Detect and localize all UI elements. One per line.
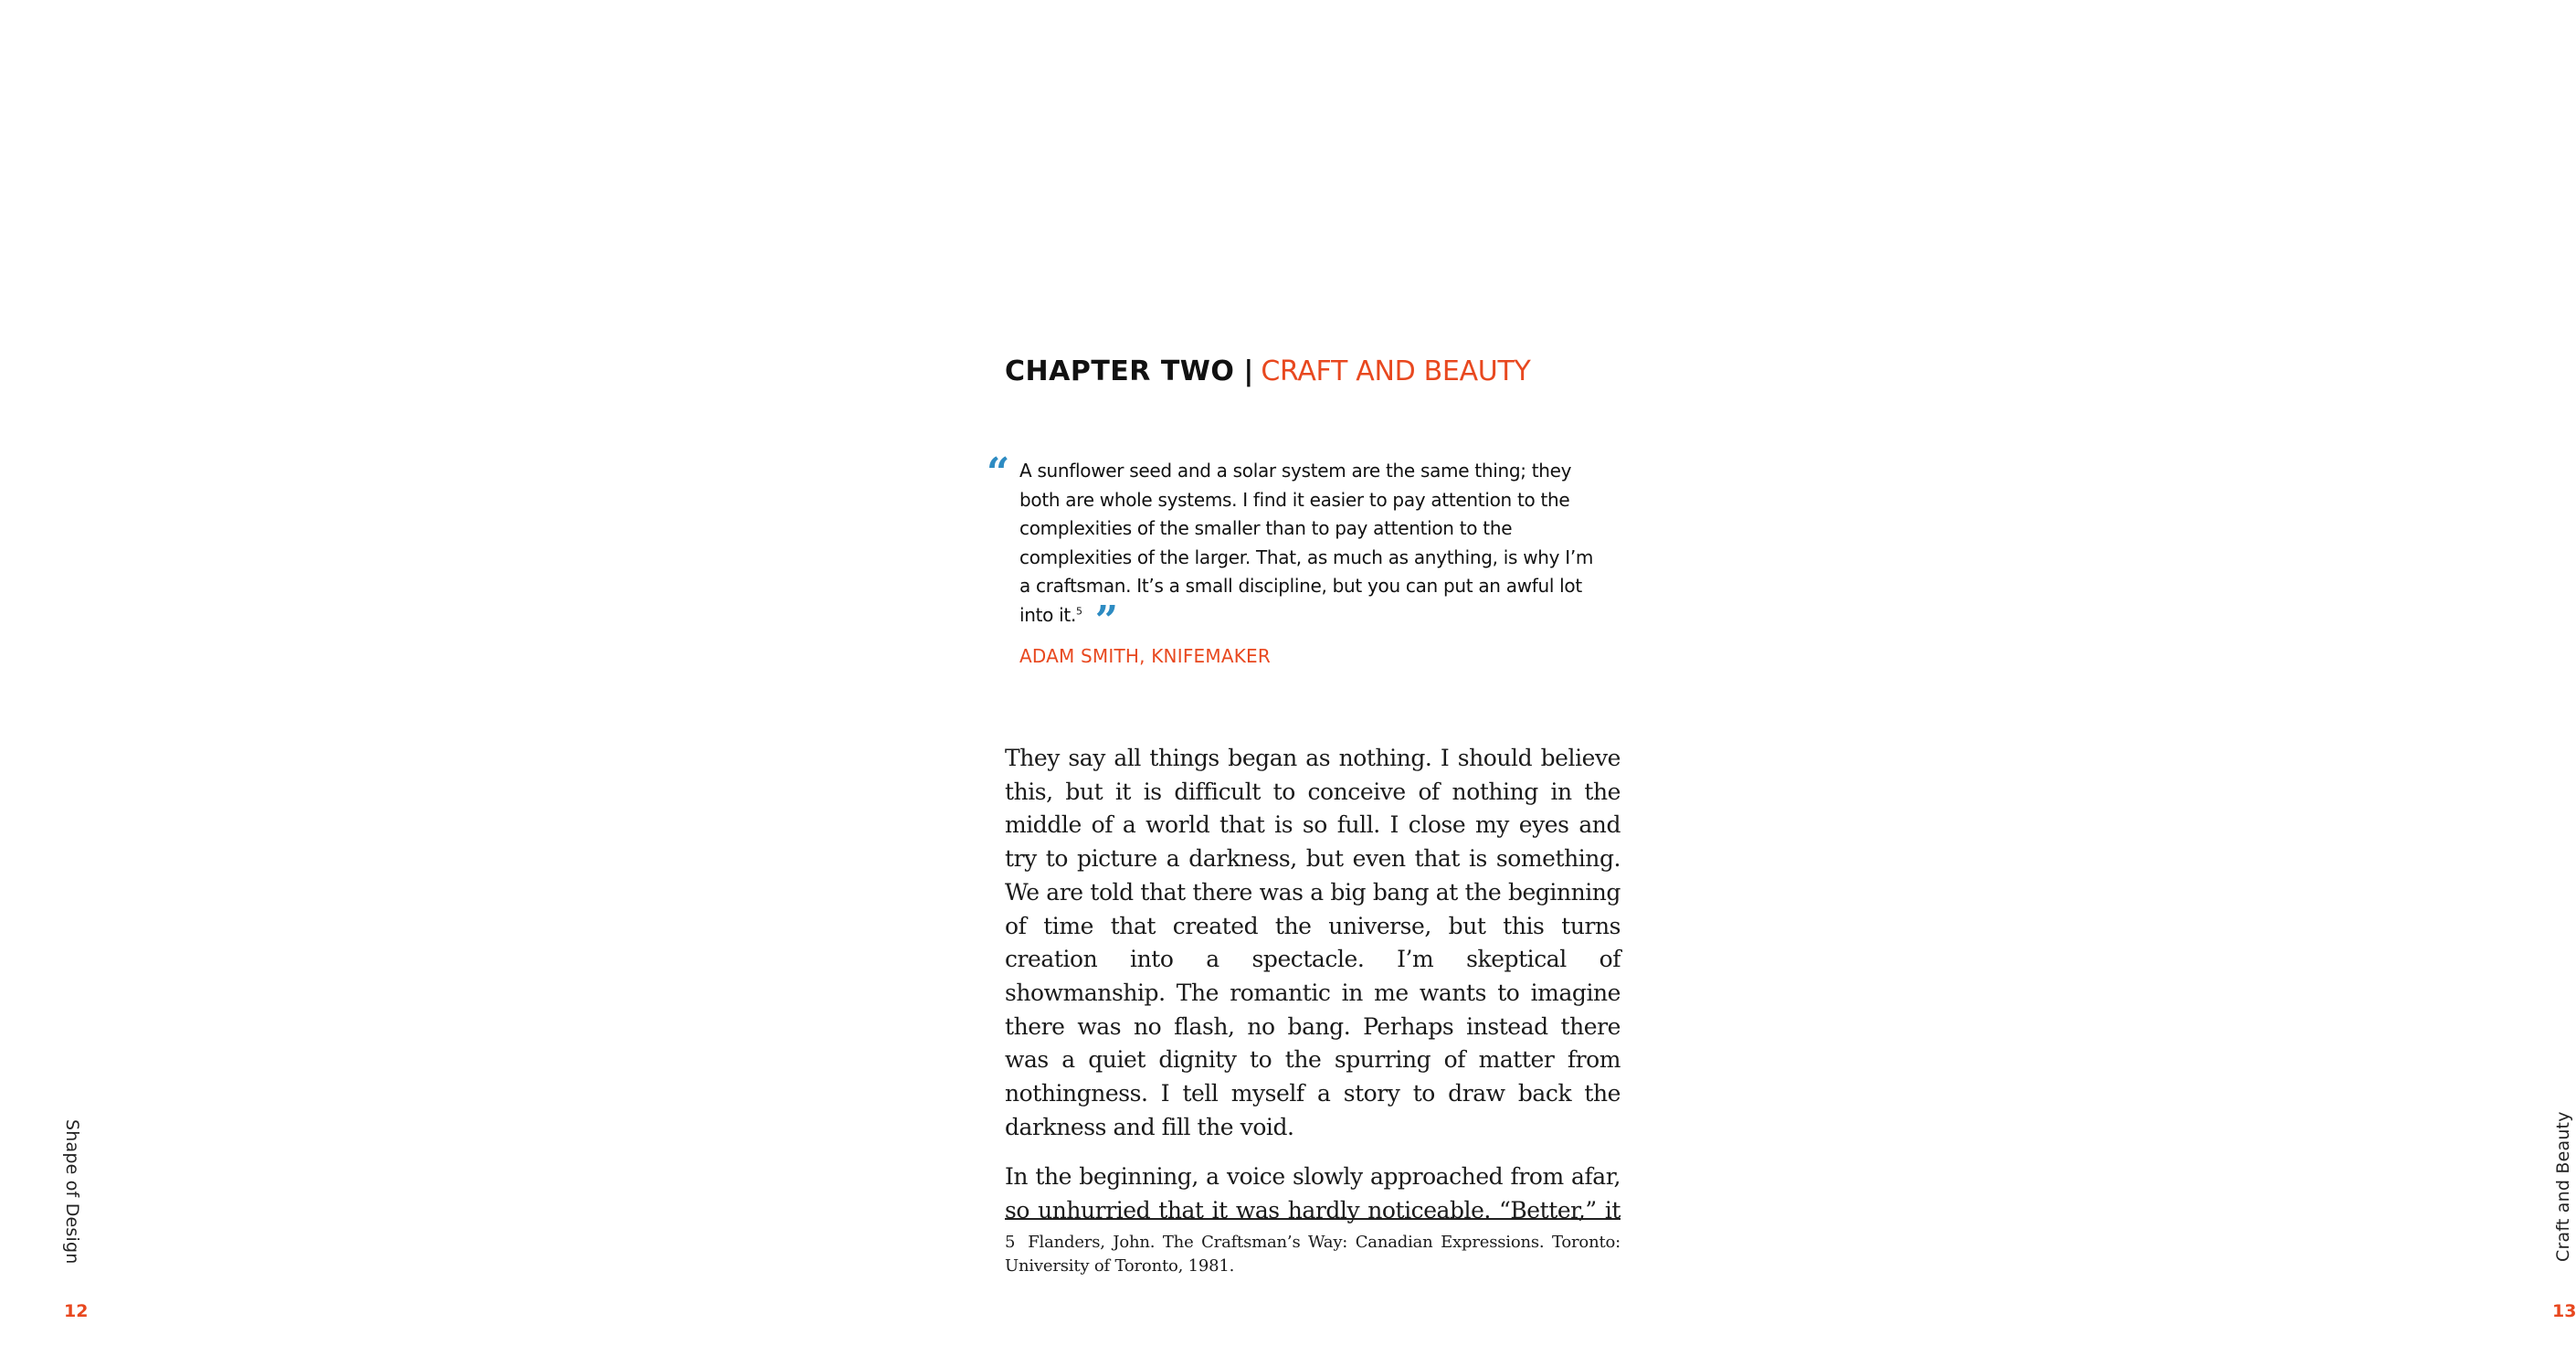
chapter-separator: | (1243, 355, 1254, 387)
footnote-text: Flanders, John. The Craftsman’s Way: Canadian Expressions. Toronto: University of Toronto, 1981. (1005, 1233, 1621, 1276)
chapter-label: CHAPTER TWO (1005, 355, 1235, 387)
chapter-heading (1005, 355, 1531, 388)
chapter-title: CRAFT AND BEAUTY (1261, 355, 1531, 387)
running-head-right: Craft and Beauty (2553, 1111, 2573, 1262)
page-number-right: 13 (2552, 1301, 2576, 1321)
epigraph-attribution: ADAM SMITH, KNIFEMAKER (1019, 645, 1271, 667)
footnote-divider (1005, 1218, 1621, 1220)
page-number-left: 12 (64, 1301, 89, 1321)
footnote-reference[interactable]: 5 (1076, 605, 1082, 618)
footnote-number: 5 (1005, 1233, 1016, 1252)
close-quote-icon: ” (1094, 597, 1118, 644)
epigraph-text (1019, 457, 1599, 644)
paragraph: They say all things began as nothing. I should believe this, but it is difficult to conceive of nothing in the middle of a world that is so full. I close my eyes and try to picture a darkness, but even that is something. We are told that there was a big bang at the beginning of time that created the universe, but this turns creation into a spectacle. I’m skeptical of showmanship. The romantic in me wants to imagine there was no flash, no bang. Perhaps instead there was a quiet dignity to the spurring of matter from nothingness. I tell myself a story to draw back the darkness and fill the void. (1005, 745, 1621, 1140)
epigraph-quote: A sunflower seed and a solar system are the same thing; they both are whole systems. I find it easier to pay attention to the complexities of the smaller than to pay attention to the complexities of the larger. That, as much as anything, is why I’m a craftsman. It’s a small discipline, but you can put an awful lot into it. (1019, 460, 1594, 626)
paragraph: In the beginning, a voice slowly approached from afar, so unhurried that it was hardly noticeable. “Better,” it (1005, 1163, 1621, 1224)
open-quote-icon: “ (987, 450, 1010, 496)
left-page (0, 0, 877, 1356)
running-head-left: Shape of Design (62, 1119, 82, 1265)
footnote (1005, 1231, 1621, 1278)
body-text (1005, 742, 1621, 1245)
